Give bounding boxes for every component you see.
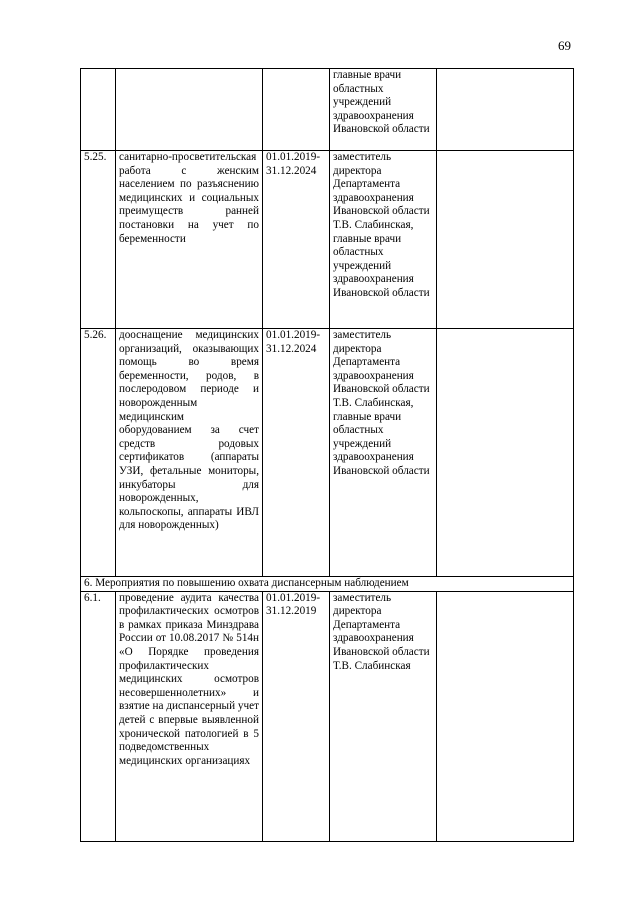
cell-number: 5.26. — [81, 329, 116, 577]
table-row-5-26 — [81, 329, 574, 577]
cell-period: 01.01.2019-31.12.2019 — [263, 591, 330, 841]
cell-description: проведение аудита качества профилактических осмотров в рамках приказа Минздрава России от 10.08.2017 № 514н «О Порядке проведения профилактических медицинских осмотров несовершеннолетних» и взятие на диспансерный учет детей с впервые выявленной хронической патологией в 5 подведомственных медицинских организациях — [116, 591, 263, 841]
cell-note — [437, 329, 574, 577]
table-row-6-1 — [81, 591, 574, 841]
cell-note — [437, 69, 574, 151]
action-plan-table — [80, 68, 574, 842]
section-title: 6. Мероприятия по повышению охвата диспансерным наблюдением — [81, 577, 574, 592]
cell-period: 01.01.2019-31.12.2024 — [263, 151, 330, 329]
cell-responsible: главные врачи областных учреждений здравоохранения Ивановской области — [330, 69, 437, 151]
page-number: 69 — [558, 38, 571, 53]
cell-responsible: заместитель директора Департамента здравоохранения Ивановской области Т.В. Слабинская, главные врачи областных учреждений здравоохранения Ивановской области — [330, 151, 437, 329]
cell-description: санитарно-просветительская работа с женским населением по разъяснению медицинских и социальных преимуществ ранней постановки на учет по беременности — [116, 151, 263, 329]
table-row-5-25 — [81, 151, 574, 329]
cell-number — [81, 69, 116, 151]
cell-period: 01.01.2019-31.12.2024 — [263, 329, 330, 577]
cell-description: дооснащение медицинских организаций, оказывающих помощь во время беременности, родов, в послеродовом периоде и новорожденным медицинским оборудованием за счет средств родовых сертификатов (аппараты УЗИ, фетальные мониторы, инкубаторы для новорожденных, кольпоскопы, аппараты ИВЛ для новорожденных) — [116, 329, 263, 577]
cell-description — [116, 69, 263, 151]
cell-note — [437, 151, 574, 329]
cell-responsible: заместитель директора Департамента здравоохранения Ивановской области Т.В. Слабинская, главные врачи областных учреждений здравоохранения Ивановской области — [330, 329, 437, 577]
cell-responsible: заместитель директора Департамента здравоохранения Ивановской области Т.В. Слабинская — [330, 591, 437, 841]
table-row-continuation — [81, 69, 574, 151]
cell-period — [263, 69, 330, 151]
cell-note — [437, 591, 574, 841]
cell-number: 5.25. — [81, 151, 116, 329]
cell-number: 6.1. — [81, 591, 116, 841]
section-heading-row — [81, 577, 574, 592]
